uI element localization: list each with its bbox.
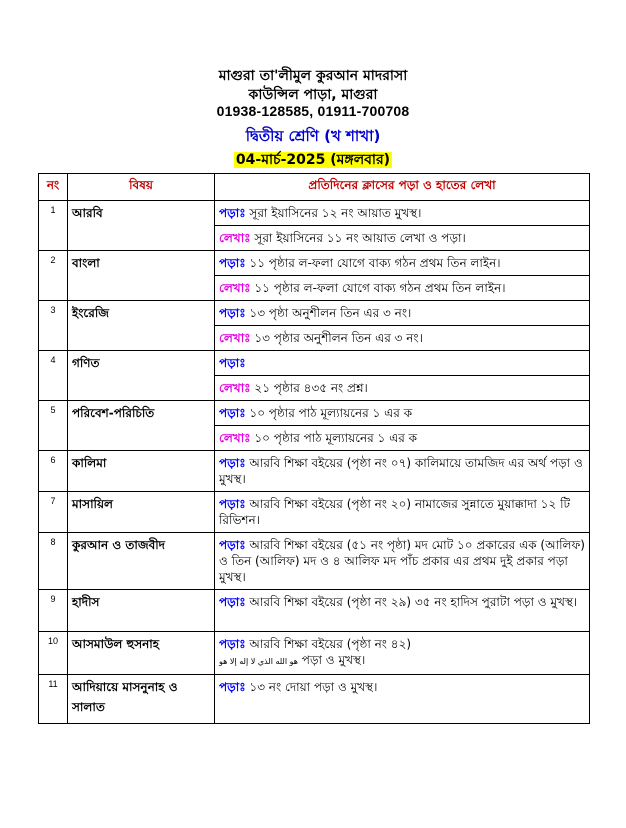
row-number: 7 [39, 492, 68, 533]
lekha-text: সূরা ইয়াসিনের ১১ নং আয়াত লেখা ও পড়া। [250, 231, 466, 245]
porha-label: পড়াঃ [219, 356, 246, 370]
porha-text: ১০ পৃষ্ঠার পাঠ মূল্যায়নের ১ এর ক [245, 406, 413, 420]
porha-text: আরবি শিক্ষা বইয়ের (পৃষ্ঠা নং ২৯) ৩৫ নং হাদিস পুরাটা পড়া ও মুখস্থ। [245, 595, 578, 609]
porha-cell [215, 533, 590, 590]
porha-label: পড়াঃ [219, 497, 246, 511]
lekha-cell [215, 376, 590, 401]
lekha-cell [215, 326, 590, 351]
porha-label: পড়াঃ [219, 637, 246, 651]
table-row [39, 301, 590, 326]
row-number: 5 [39, 401, 68, 451]
row-subject: আদিয়ায়ে মাসনুনাহ ও সালাত [68, 675, 215, 724]
row-subject: বাংলা [68, 251, 215, 301]
porha-label: পড়াঃ [219, 595, 246, 609]
porha-cell [215, 251, 590, 276]
porha-text: ১৩ পৃষ্ঠা অনুশীলন তিন এর ৩ নং। [245, 306, 412, 320]
porha-cell [215, 632, 590, 675]
porha-label: পড়াঃ [219, 306, 246, 320]
table-row [39, 675, 590, 724]
phone-numbers: 01938-128585, 01911-700708 [216, 103, 410, 119]
school-name: মাগুরা তা'লীমুল কুরআন মাদরাসা [218, 68, 408, 84]
table-row [39, 201, 590, 226]
porha-text: আরবি শিক্ষা বইয়ের (৫১ নং পৃষ্ঠা) মদ মোট ১০ প্রকারের এক (আলিফ) ও তিন (আলিফ) মদ ও ৪ আলিফ মদ পাঁচ প্রকার এর প্রথম দুই প্রকার পড়া মুখস্থ। [219, 538, 585, 584]
table-row [39, 351, 590, 376]
porha-label: পড়াঃ [219, 456, 246, 470]
homework-table [38, 173, 590, 724]
porha-text: আরবি শিক্ষা বইয়ের (পৃষ্ঠা নং ০৭) কালিমায়ে তামজিদ এর অর্থ পড়া ও মুখস্থ। [219, 456, 583, 486]
lekha-text: ২১ পৃষ্ঠার ৪৩৫ নং প্রশ্ন। [250, 381, 368, 395]
arabic-text: هو الله الذي لا إله إلا هو [219, 657, 298, 666]
porha-cell [215, 201, 590, 226]
row-subject: আরবি [68, 201, 215, 251]
row-number: 9 [39, 590, 68, 632]
table-row [39, 590, 590, 632]
table-row [39, 451, 590, 492]
lekha-text: ১০ পৃষ্ঠার পাঠ মূল্যায়নের ১ এর ক [250, 431, 418, 445]
porha-cell [215, 451, 590, 492]
table-row [39, 533, 590, 590]
row-subject: ইংরেজি [68, 301, 215, 351]
row-number: 3 [39, 301, 68, 351]
row-subject: হাদীস [68, 590, 215, 632]
header-work: প্রতিদিনের ক্লাসের পড়া ও হাতের লেখা [215, 174, 590, 201]
row-subject: মাসায়িল [68, 492, 215, 533]
row-number: 11 [39, 675, 68, 724]
row-number: 1 [39, 201, 68, 251]
class-title: দ্বিতীয় শ্রেণি (খ শাখা) [245, 127, 381, 145]
porha-label: পড়াঃ [219, 406, 246, 420]
date-line [0, 148, 626, 172]
porha-text: ১১ পৃষ্ঠার ল-ফলা যোগে বাক্য গঠন প্রথম তিন লাইন। [245, 256, 501, 270]
row-number: 4 [39, 351, 68, 401]
table-row [39, 401, 590, 426]
header-no: নং [39, 174, 68, 201]
porha-cell [215, 351, 590, 376]
porha-label: পড়াঃ [219, 256, 246, 270]
porha-cell [215, 301, 590, 326]
lekha-cell [215, 226, 590, 251]
lekha-label: লেখাঃ [219, 281, 251, 295]
lekha-text: ১১ পৃষ্ঠার ল-ফলা যোগে বাক্য গঠন প্রথম তিন লাইন। [250, 281, 506, 295]
lekha-label: লেখাঃ [219, 431, 251, 445]
lekha-cell [215, 276, 590, 301]
porha-cell [215, 590, 590, 632]
lekha-cell [215, 426, 590, 451]
table-row [39, 251, 590, 276]
row-number: 10 [39, 632, 68, 675]
porha-text: ১৩ নং দোয়া পড়া ও মুখস্থ। [245, 680, 378, 694]
school-address: কাউন্সিল পাড়া, মাগুরা [248, 87, 378, 103]
lekha-label: লেখাঃ [219, 331, 251, 345]
porha-text: আরবি শিক্ষা বইয়ের (পৃষ্ঠা নং ২০) নামাজের সুন্নাতে মুয়াক্কাদা ১২ টি রিভিশন। [219, 497, 571, 527]
lekha-label: লেখাঃ [219, 231, 251, 245]
row-number: 2 [39, 251, 68, 301]
porha-label: পড়াঃ [219, 206, 246, 220]
porha-text: আরবি শিক্ষা বইয়ের (পৃষ্ঠা নং ৪২) [245, 637, 412, 651]
porha-cell [215, 401, 590, 426]
table-row [39, 492, 590, 533]
porha-cell [215, 492, 590, 533]
row-subject: কুরআন ও তাজবীদ [68, 533, 215, 590]
porha-text: সূরা ইয়াসিনের ১২ নং আয়াত মুখস্থ। [245, 206, 422, 220]
lekha-label: লেখাঃ [219, 381, 251, 395]
row-number: 6 [39, 451, 68, 492]
porha-cell [215, 675, 590, 724]
porha-label: পড়াঃ [219, 538, 246, 552]
header-subject: বিষয় [68, 174, 215, 201]
row-subject: গণিত [68, 351, 215, 401]
row-subject: কালিমা [68, 451, 215, 492]
porha-label: পড়াঃ [219, 680, 246, 694]
table-header-row [39, 174, 590, 201]
row-number: 8 [39, 533, 68, 590]
table-row [39, 632, 590, 675]
row-subject: আসমাউল হুসনাহ [68, 632, 215, 675]
row-subject: পরিবেশ-পরিচিতি [68, 401, 215, 451]
porha-text-2: পড়া ও মুখস্থ। [297, 653, 366, 667]
date-text: 04-মার্চ-2025 (মঙ্গলবার) [235, 152, 391, 168]
lekha-text: ১৩ পৃষ্ঠার অনুশীলন তিন এর ৩ নং। [250, 331, 423, 345]
